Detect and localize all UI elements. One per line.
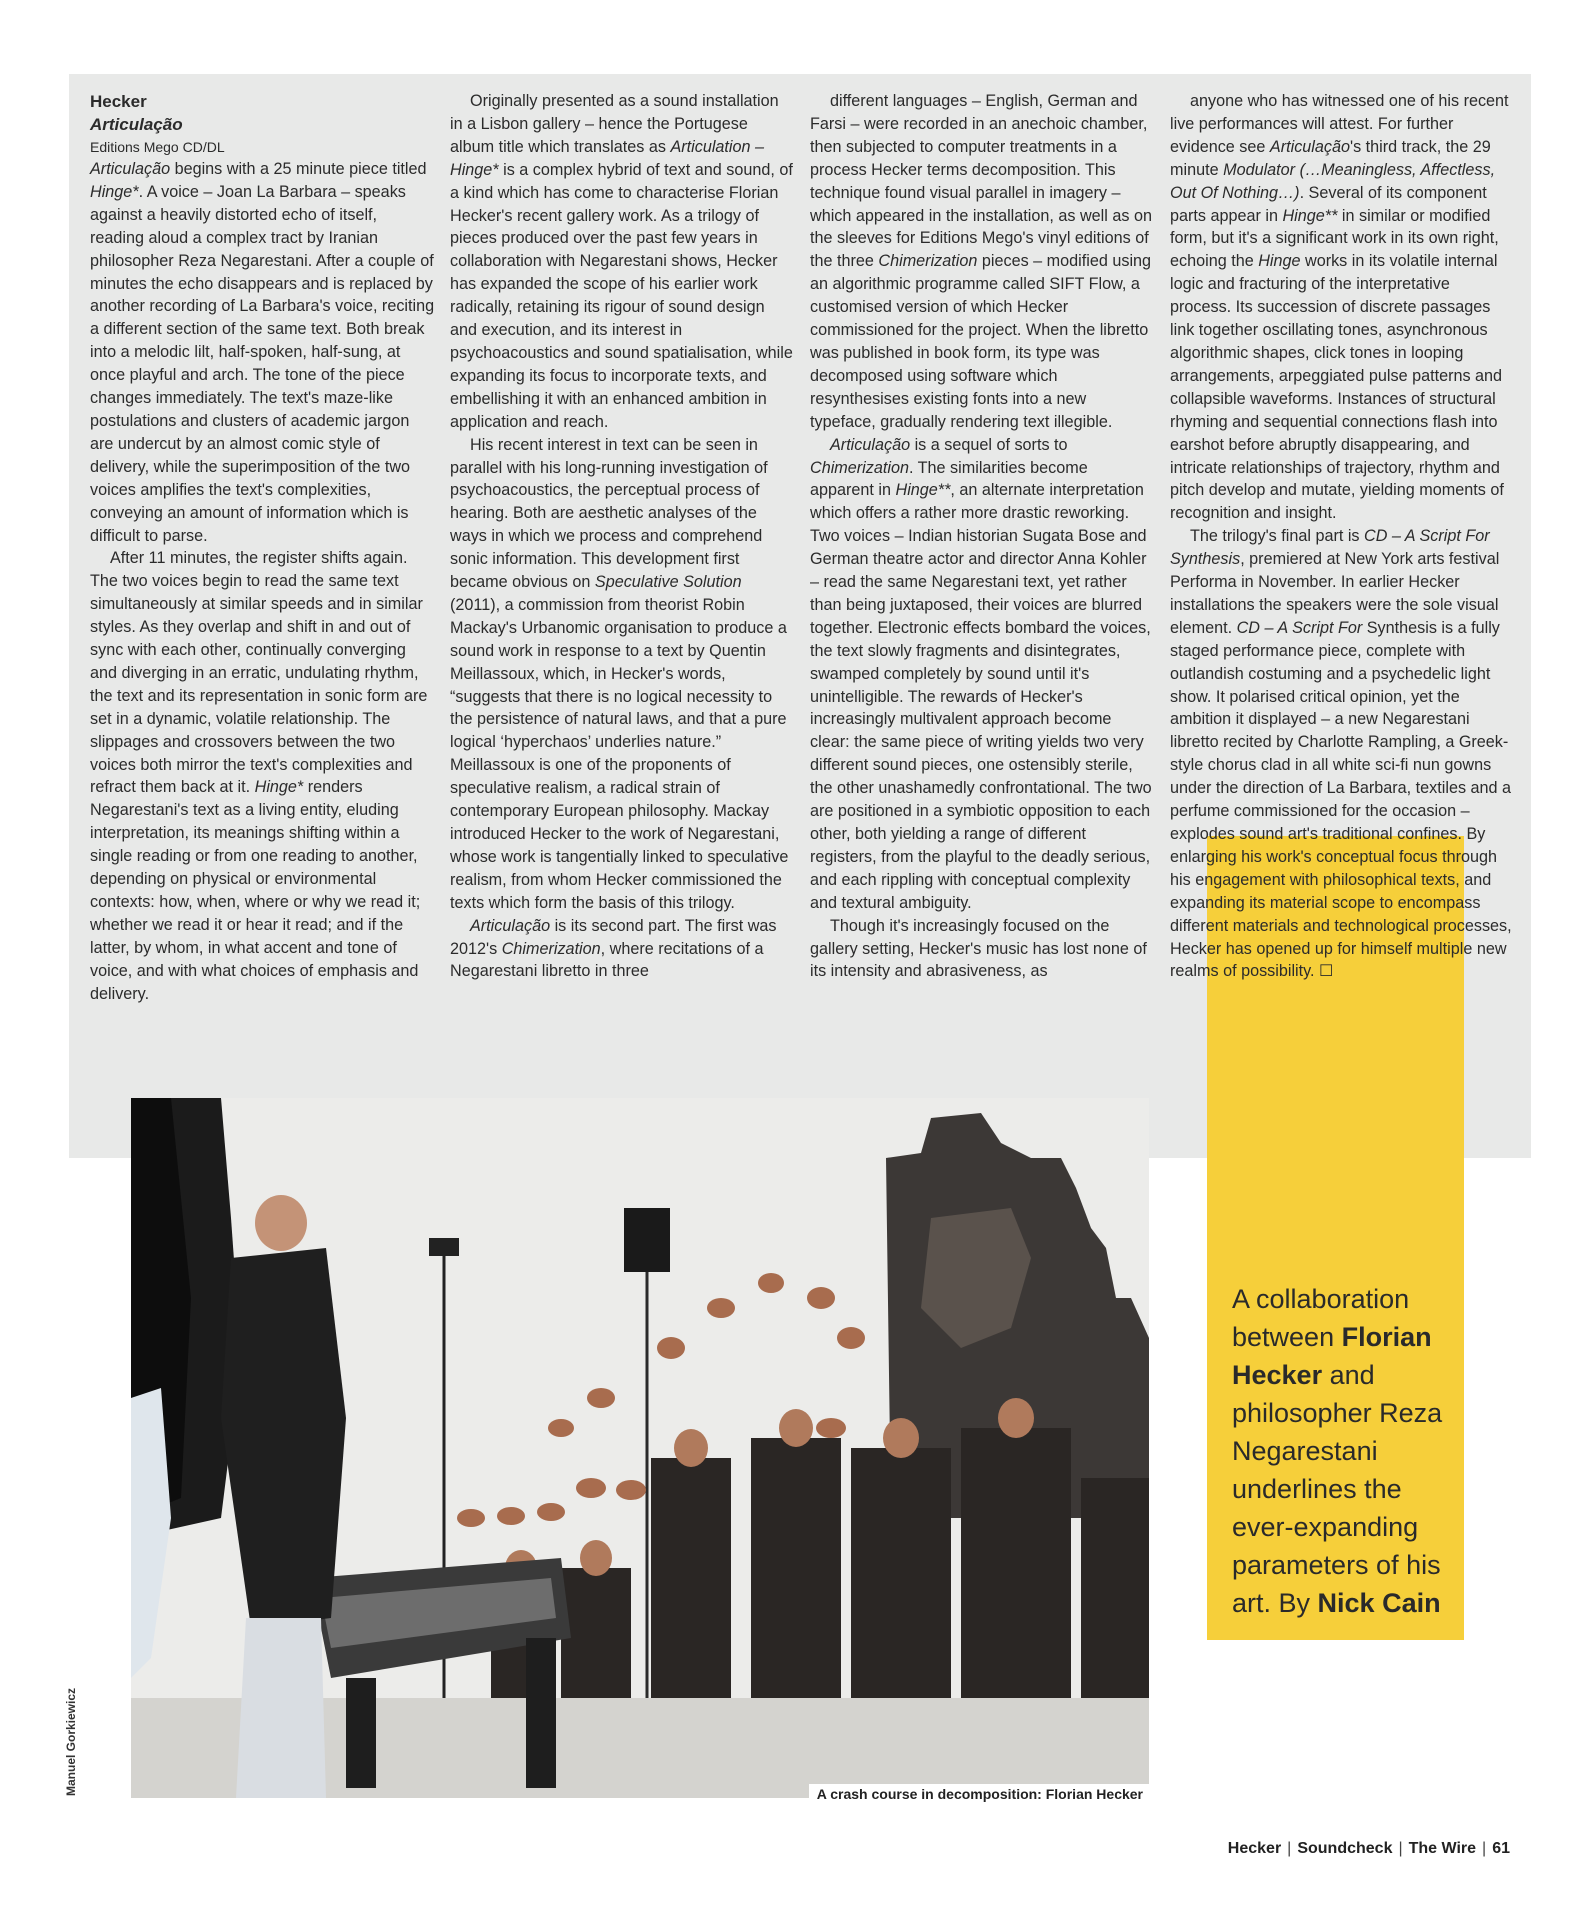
pullquote-text-1: A collaboration between: [1232, 1284, 1410, 1352]
review-artist: Hecker: [90, 92, 147, 111]
italic-title: Chimerization: [501, 939, 601, 958]
performance-photo-illustration: [131, 1098, 1149, 1798]
text-run: . A voice – Joan La Barbara – speaks against a heavily distorted echo of itself, reading aloud a complex tract by Iranian philosopher Reza Negarestani. After a couple of minutes the echo disappears and is replaced by another recording of La Barbara's voice, reciting a different section of the same text. Both break into a melodic lilt, half-spoken, half-sung, at once playful and arch. The tone of the piece changes immediately. The text's maze-like postulations and clusters of academic jargon are undercut by an almost comic style of delivery, while the superimposition of the two voices amplifies the text's complexities, conveying an amount of information which is difficult to parse.: [90, 182, 435, 545]
article-column-4: [1170, 90, 1515, 983]
italic-title: Articulação: [1269, 137, 1350, 156]
article-column-3: [810, 90, 1155, 983]
performance-photo: [131, 1098, 1149, 1798]
italic-title: Articulação: [830, 435, 911, 454]
pullquote-author-name: Nick Cain: [1317, 1588, 1441, 1618]
review-label: Editions Mego CD/DL: [90, 139, 225, 155]
italic-title: CD – A Script For Synthesis: [1170, 527, 1490, 569]
article-paragraph: [450, 915, 795, 984]
text-run: , where recitations of a Negarestani libretto in three: [450, 939, 764, 981]
text-run: different languages – English, German and Farsi – were recorded in an anechoic chamber, then subjected to computer treatments in a process Hecker terms decomposition. This technique found visual parallel in imagery – which appeared in the installation, as well as on the sleeves for Editions Mego's vinyl editions of the three: [810, 92, 1152, 271]
text-run: anyone who has witnessed one of his recent live performances will attest. For further evidence see: [1170, 92, 1509, 156]
article-paragraph: [1170, 90, 1515, 525]
article-paragraph: [810, 434, 1155, 915]
text-run: The trilogy's final part is: [1190, 527, 1365, 546]
italic-title: Chimerization: [810, 458, 909, 477]
text-run: Originally presented as a sound installation in a Lisbon gallery – hence the Portugese album title which translates as: [450, 92, 779, 156]
text-run: works in its volatile internal logic and fracturing of the interpretative process. Its succession of discrete passages link together oscillating tones, asynchronous algorithmic shapes, click tones in looping arrangements, arpeggiated pulse patterns and collapsible waveforms. Instances of structural rhyming and sequential connections flash into earshot before abruptly disappearing, and intricate relationships of trajectory, rhythm and pitch develop and mutate, yielding moments of recognition and insight.: [1170, 252, 1504, 523]
italic-title: CD – A Script For: [1236, 618, 1363, 637]
italic-title: Articulação: [90, 160, 171, 178]
text-run: His recent interest in text can be seen in parallel with his long-running investigation of psychoacoustics, the perceptual process of hearing. Both are aesthetic analyses of the ways in which we process and comprehend sonic information. This development first became obvious on: [450, 435, 768, 592]
article-column-1: [90, 90, 435, 1006]
text-run: . Several of its component parts appear in: [1170, 183, 1487, 225]
text-run: begins with a 25 minute piece titled: [170, 160, 427, 178]
article-paragraph: [90, 547, 435, 1005]
article-paragraph: [810, 90, 1155, 434]
footer-section-soundcheck: Soundcheck: [1297, 1840, 1393, 1857]
italic-title: Articulation – Hinge*: [450, 137, 765, 179]
italic-title: Modulator (…Meaningless, Affectless, Out Of Nothing…): [1170, 160, 1496, 202]
italic-title: Hinge**: [1282, 206, 1338, 225]
page-footer: Hecker | Soundcheck | The Wire | 61: [1227, 1840, 1510, 1857]
text-run: . The similarities become apparent in: [810, 458, 1088, 500]
photo-caption: A crash course in decomposition: Florian Hecker: [809, 1784, 1149, 1805]
footer-section-hecker: Hecker: [1227, 1840, 1282, 1857]
article-paragraph: [450, 90, 795, 434]
article-paragraph: [90, 158, 435, 547]
text-run: in similar or modified form, but it's a significant work in its own right, echoing the: [1170, 206, 1499, 271]
text-run: renders Negarestani's text as a living entity, eluding interpretation, its meanings shifting within a single reading or from one reading to another, depending on physical or environmental contexts: how, when, where or why we read it; whether we read it or hear it read; and if the latter, by whom, in what accent and tone of voice, and with what choices of emphasis and delivery.: [90, 778, 421, 1003]
text-run: is its second part. The first was 2012's: [450, 916, 777, 958]
italic-title: Chimerization: [878, 252, 978, 271]
text-run: is a complex hybrid of text and sound, of a kind which has come to characterise Florian Hecker's recent gallery work. As a trilogy of pieces produced over the past few years in collaboration with Negarestani shows, Hecker has expanded the scope of his earlier work radically, retaining its rigour of sound design and execution, and its interest in psychoacoustics and sound spatialisation, while expanding its focus to incorporate texts, and embellishing it with an enhanced ambition in application and reach.: [450, 160, 793, 431]
article-column-2: [450, 90, 795, 983]
italic-title: Hinge*: [90, 182, 139, 201]
italic-title: Hinge: [1258, 252, 1301, 271]
text-run: (2011), a commission from theorist Robin Mackay's Urbanomic organisation to produce a sound work in response to a text by Quentin Meillassoux, which, in Hecker's words, “suggests that there is no logical necessity to the persistence of natural laws, and that a pure logical ‘hyperchaos’ underlies nature.” Meillassoux is one of the proponents of speculative realism, a radical strain of contemporary European philosophy. Mackay introduced Hecker to the work of Negarestani, whose work is tangentially linked to speculative realism, from whom Hecker commissioned the texts which form the basis of this trilogy.: [450, 595, 789, 912]
italic-title: Hinge**: [895, 481, 951, 500]
pullquote: [1232, 1280, 1454, 1622]
text-run: pieces – modified using an algorithmic programme called SIFT Flow, a customised version of which Hecker commissioned for the project. When the libretto was published in book form, its type was decomposed using software which resynthesises existing fonts into a new typeface, gradually rendering text illegible.: [810, 252, 1152, 431]
article-paragraph: [450, 434, 795, 915]
pullquote-text-2: and philosopher Reza Negarestani underlines the ever-expanding parameters of his art. By: [1232, 1360, 1443, 1618]
italic-title: Hinge*: [254, 778, 304, 797]
text-run: is a sequel of sorts to: [910, 435, 1068, 454]
text-run: Synthesis is a fully staged performance piece, complete with outlandish costuming and a psychedelic light show. It polarised critical opinion, yet the ambition it displayed – a new Negarestani libretto recited by Charlotte Rampling, a Greek-style chorus clad in all white sci-fi nun gowns under the direction of La Barbara, textiles and a perfume commissioned for the occasion – explodes sound art's traditional confines. By enlarging his work's conceptual focus through his engagement with philosophical texts, and expanding its material scope to encompass different materials and technological processes, Hecker has opened up for himself multiple new realms of possibility. ☐: [1170, 618, 1512, 981]
italic-title: Articulação: [470, 916, 551, 935]
text-run: 's third track, the 29 minute: [1170, 137, 1491, 179]
page-number: 61: [1492, 1840, 1510, 1857]
photo-credit: Manuel Gorkiewicz: [64, 1687, 78, 1796]
article-paragraph: [810, 915, 1155, 984]
text-run: After 11 minutes, the register shifts again. The two voices begin to read the same text simultaneously at similar speeds and in similar styles. As they overlap and shift in and out of sync with each other, continually converging and diverging in an erratic, undulating rhythm, the text and its representation in sonic form are set in a dynamic, volatile relationship. The slippages and crossovers between the two voices both mirror the text's complexities and refract them back at it.: [90, 549, 428, 797]
footer-magazine-title: The Wire: [1408, 1840, 1477, 1857]
italic-title: Speculative Solution: [594, 573, 742, 592]
text-run: , an alternate interpretation which offers a rather more drastic reworking. Two voices – Indian historian Sugata Bose and German theatre actor and director Anna Kohler – read the same Negarestani text, yet rather than being juxtaposed, their voices are blurred together. Electronic effects bombard the voices, the text slowly fragments and disintegrates, swamped completely by sound until it's unintelligible. The rewards of Hecker's increasingly multivalent approach become clear: the same piece of writing yields two very different sound pieces, one ostensibly sterile, the other unashamedly confrontational. The two are positioned in a symbiotic opposition to each other, both yielding a range of different registers, from the playful to the deadly serious, and each rippling with conceptual complexity and textural ambiguity.: [810, 481, 1152, 912]
review-album-title: Articulação: [90, 115, 183, 134]
pullquote-name-florian-hecker: Florian Hecker: [1232, 1322, 1432, 1390]
text-run: Though it's increasingly focused on the gallery setting, Hecker's music has lost none of its intensity and abrasiveness, as: [810, 916, 1147, 981]
article-paragraph: [1170, 525, 1515, 983]
text-run: , premiered at New York arts festival Performa in November. In earlier Hecker installations the speakers were the sole visual element.: [1170, 550, 1500, 637]
